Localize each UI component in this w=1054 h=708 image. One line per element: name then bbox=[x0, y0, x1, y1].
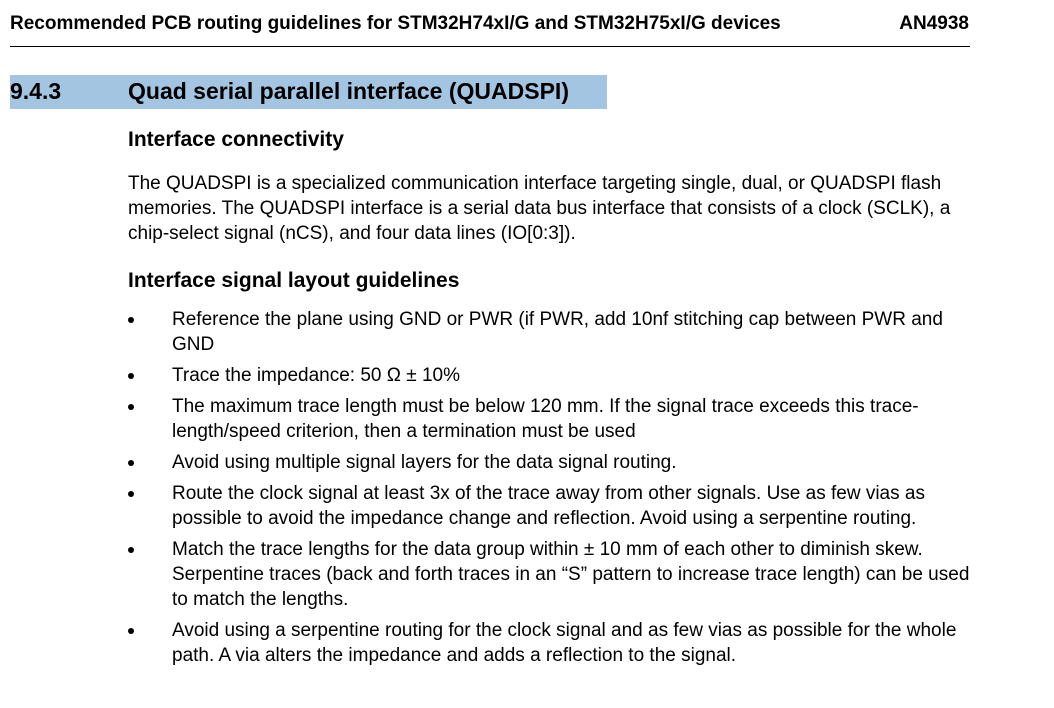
bullet-icon bbox=[128, 628, 134, 634]
list-item-text: Reference the plane using GND or PWR (if PWR, add 10nf stitching cap between PWR and GND bbox=[172, 309, 943, 355]
list-item-text: Match the trace lengths for the data group within ± 10 mm of each other to diminish skew. Serpentine traces (back and forth traces in an “S” pattern to increase trace length) can be used to match the lengths. bbox=[172, 539, 970, 610]
bullet-icon bbox=[128, 491, 134, 497]
bullet-icon bbox=[128, 547, 134, 553]
section-heading bbox=[10, 75, 607, 109]
list-item-text: The maximum trace length must be below 120 mm. If the signal trace exceeds this trace-length/speed criterion, then a termination must be used bbox=[172, 396, 919, 442]
list-item bbox=[0, 394, 973, 444]
interface-connectivity-paragraph: The QUADSPI is a specialized communication interface targeting single, dual, or QUADSPI flash memories. The QUADSPI interface is a serial data bus interface that consists of a clock (SCLK), a chip-select signal (nCS), and four data lines (IO[0:3]). bbox=[128, 173, 951, 244]
interface-connectivity-heading: Interface connectivity bbox=[128, 128, 344, 151]
list-item bbox=[0, 307, 973, 357]
bullet-icon bbox=[128, 373, 134, 379]
list-item-text: Route the clock signal at least 3x of the trace away from other signals. Use as few vias as possible to avoid the impedance change and reflection. Avoid using a serpentine routing. bbox=[172, 483, 925, 529]
bullet-icon bbox=[128, 317, 134, 323]
list-item-text: Trace the impedance: 50 Ω ± 10% bbox=[172, 365, 460, 386]
bullet-icon bbox=[128, 460, 134, 466]
list-item bbox=[0, 481, 973, 531]
section-number: 9.4.3 bbox=[10, 78, 62, 104]
layout-guidelines-list bbox=[0, 307, 973, 668]
document-code: AN4938 bbox=[899, 13, 969, 34]
list-item bbox=[0, 537, 973, 612]
page-header bbox=[10, 10, 970, 47]
layout-guidelines-heading: Interface signal layout guidelines bbox=[128, 269, 460, 292]
list-item bbox=[0, 450, 973, 475]
list-item bbox=[0, 363, 973, 388]
list-item-text: Avoid using multiple signal layers for the data signal routing. bbox=[172, 452, 677, 473]
list-item-text: Avoid using a serpentine routing for the clock signal and as few vias as possible for the whole path. A via alters the impedance and adds a reflection to the signal. bbox=[172, 620, 957, 666]
list-item bbox=[0, 618, 973, 668]
section-content bbox=[128, 127, 973, 674]
section-title: Quad serial parallel interface (QUADSPI) bbox=[128, 78, 569, 104]
bullet-icon bbox=[128, 404, 134, 410]
document-title: Recommended PCB routing guidelines for STM32H74xI/G and STM32H75xI/G devices bbox=[10, 13, 781, 34]
